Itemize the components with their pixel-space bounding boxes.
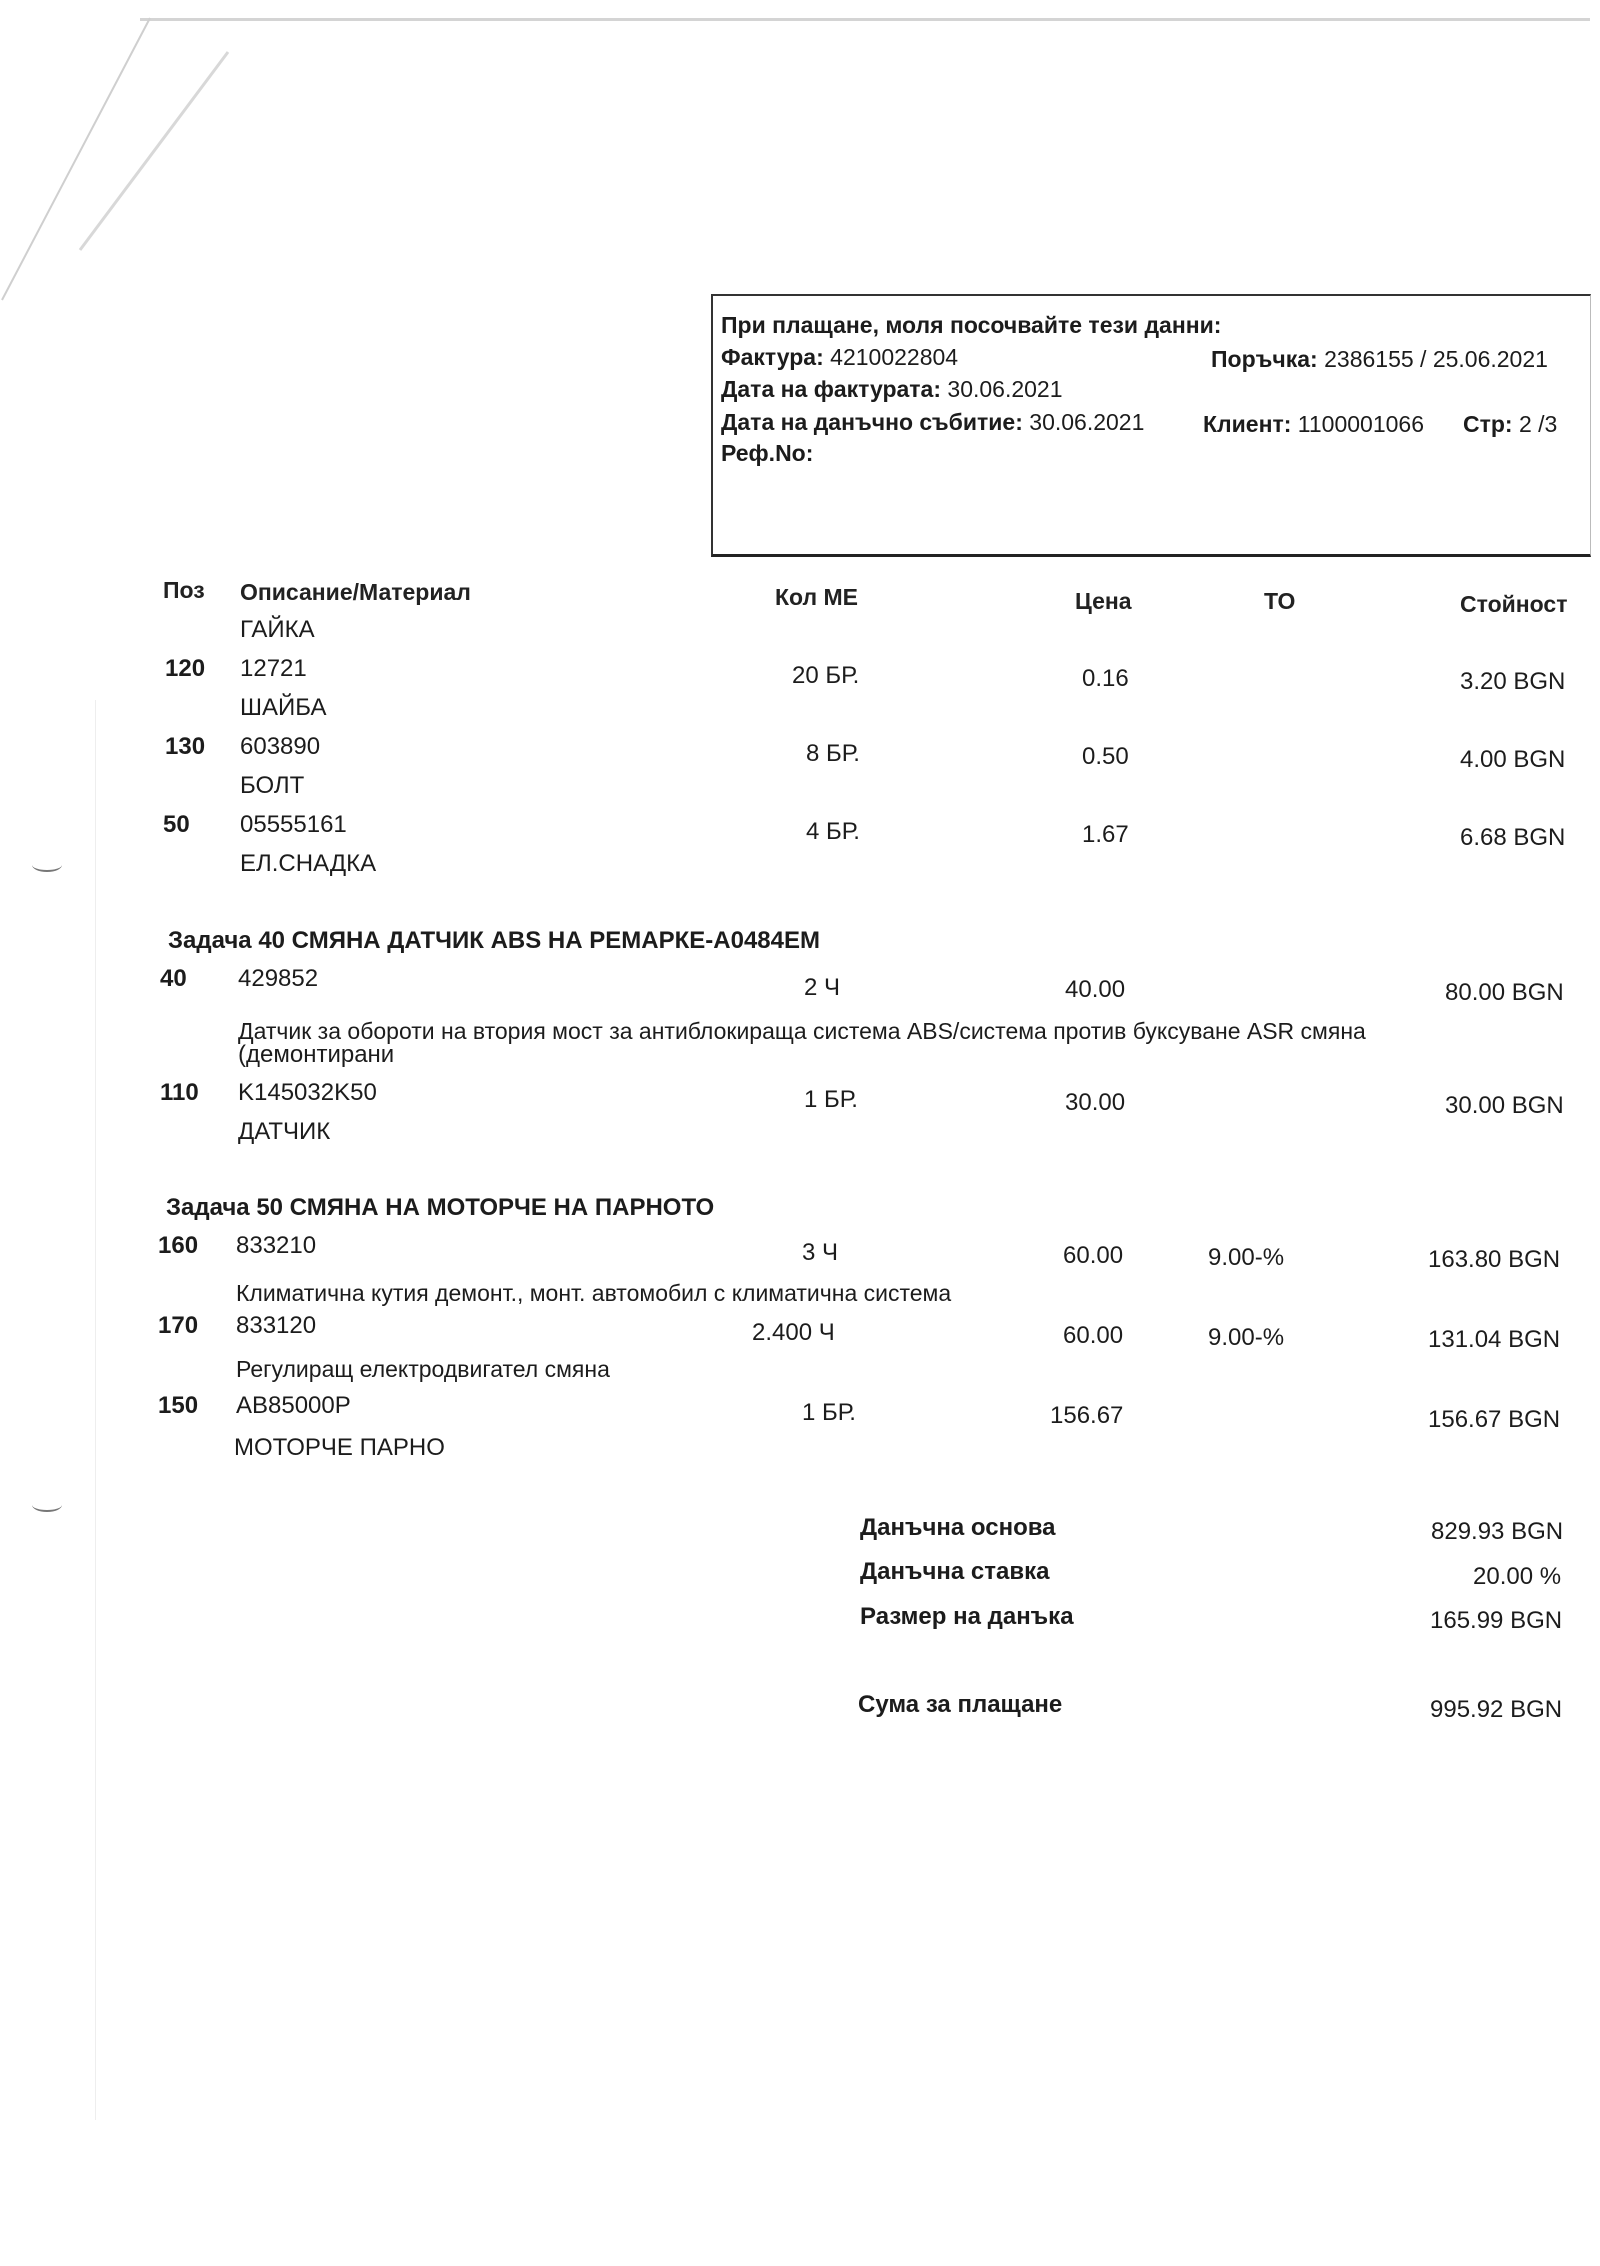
row-description: ГАЙКА — [240, 616, 315, 643]
task40-row-qty: 1 БР. — [804, 1086, 858, 1113]
row-price: 1.67 — [1082, 821, 1129, 848]
task40-row-price: 30.00 — [1065, 1089, 1126, 1116]
task50-row-code: 833210 — [236, 1232, 317, 1259]
task50-row-pos: 170 — [158, 1312, 199, 1339]
invoice-date: Дата на фактурата: 30.06.2021 — [721, 376, 1063, 402]
task40-title: Задача 40 СМЯНА ДАТЧИК ABS НА РЕМАРКЕ-A0484EM — [168, 927, 820, 954]
task50-title: Задача 50 СМЯНА НА МОТОРЧЕ НА ПАРНОТО — [166, 1194, 715, 1221]
header-pos: Поз — [163, 577, 205, 603]
row-qty: 20 БР. — [792, 662, 860, 689]
header-description: Описание/Материал — [240, 579, 471, 605]
task40-row-price: 40.00 — [1065, 976, 1126, 1003]
task50-row-qty: 2.400 Ч — [752, 1319, 835, 1346]
punch-hole-mark — [32, 1498, 62, 1512]
header-to: ТО — [1264, 588, 1296, 614]
task50-row-vat: 9.00-% — [1208, 1244, 1285, 1271]
row-code: 05555161 — [240, 811, 347, 838]
row-pos: 50 — [163, 811, 190, 838]
task50-row-description: Регулиращ електродвигател смяна — [236, 1356, 610, 1382]
invoice-number: Фактура: 4210022804 — [721, 344, 959, 370]
row-pos: 130 — [165, 733, 206, 760]
task40-row-description: Датчик за обороти на втория мост за антиблокираща система ABS/система против буксуване ASR смяна — [238, 1018, 1366, 1044]
row-amount: 3.20 BGN — [1460, 668, 1566, 695]
row-code: 603890 — [240, 733, 321, 760]
task50-row-pos: 150 — [158, 1392, 199, 1419]
task50-row-amount: 131.04 BGN — [1428, 1326, 1561, 1353]
tax-event-date: Дата на данъчно събитие: 30.06.2021 — [721, 409, 1145, 435]
task40-row-pos: 40 — [160, 965, 187, 992]
task50-row-amount: 156.67 BGN — [1428, 1406, 1561, 1433]
row-amount: 6.68 BGN — [1460, 824, 1566, 851]
header-qty-unit: Кол МЕ — [775, 584, 859, 610]
punch-hole-mark — [32, 858, 62, 872]
task40-row-description-cont: (демонтирани — [238, 1041, 395, 1068]
tax-amount-label: Размер на данъка — [860, 1603, 1074, 1630]
task50-row-pos: 160 — [158, 1232, 199, 1259]
task50-row-amount: 163.80 BGN — [1428, 1246, 1561, 1273]
tax-base-label: Данъчна основа — [860, 1514, 1056, 1541]
task50-row-qty: 1 БР. — [802, 1399, 856, 1426]
task50-row-price: 60.00 — [1063, 1242, 1124, 1269]
row-code: 12721 — [240, 655, 307, 682]
payment-box-title: При плащане, моля посочвайте тези данни: — [721, 312, 1222, 338]
total-payable-label: Сума за плащане — [858, 1691, 1063, 1718]
task40-row-code: 429852 — [238, 965, 319, 992]
tax-rate-label: Данъчна ставка — [860, 1558, 1050, 1585]
task40-row-code: K145032K50 — [238, 1079, 377, 1106]
header-price: Цена — [1075, 588, 1132, 614]
payment-info-box — [711, 294, 1591, 557]
task50-row-price: 156.67 — [1050, 1402, 1124, 1429]
task40-row-qty: 2 Ч — [804, 974, 841, 1001]
task50-row-description: МОТОРЧЕ ПАРНО — [234, 1434, 445, 1461]
page-number: Стр: 2 /3 — [1463, 411, 1558, 437]
row-description: БОЛТ — [240, 772, 305, 799]
row-qty: 8 БР. — [806, 740, 860, 767]
task50-row-qty: 3 Ч — [802, 1239, 839, 1266]
row-amount: 4.00 BGN — [1460, 746, 1566, 773]
tax-rate-value: 20.00 % — [1473, 1563, 1562, 1590]
row-qty: 4 БР. — [806, 818, 860, 845]
task50-row-code: AB85000P — [236, 1392, 351, 1419]
client-number: Клиент: 1100001066 — [1203, 411, 1425, 437]
task50-row-code: 833120 — [236, 1312, 317, 1339]
task50-row-vat: 9.00-% — [1208, 1324, 1285, 1351]
row-price: 0.50 — [1082, 743, 1129, 770]
task40-row-pos: 110 — [160, 1079, 199, 1106]
tax-amount-value: 165.99 BGN — [1430, 1607, 1563, 1634]
tax-base-value: 829.93 BGN — [1431, 1518, 1564, 1545]
scan-artifact-strokes — [0, 0, 260, 320]
task40-row-description: ДАТЧИК — [238, 1118, 331, 1145]
row-pos: 120 — [165, 655, 206, 682]
total-payable-value: 995.92 BGN — [1430, 1696, 1563, 1723]
task40-row-amount: 80.00 BGN — [1445, 979, 1564, 1006]
row-description: ШАЙБА — [240, 694, 327, 721]
task50-row-description: Климатична кутия демонт., монт. автомобил с климатична система — [236, 1280, 952, 1306]
order-number: Поръчка: 2386155 / 25.06.2021 — [1211, 346, 1548, 372]
scan-left-edge — [95, 700, 96, 2120]
scan-top-edge — [140, 18, 1590, 21]
row-description: ЕЛ.СНАДКА — [240, 850, 377, 877]
header-amount: Стойност — [1460, 591, 1568, 617]
task40-row-amount: 30.00 BGN — [1445, 1092, 1564, 1119]
task50-row-price: 60.00 — [1063, 1322, 1124, 1349]
row-price: 0.16 — [1082, 665, 1129, 692]
ref-number-label: Реф.No: — [721, 440, 814, 466]
